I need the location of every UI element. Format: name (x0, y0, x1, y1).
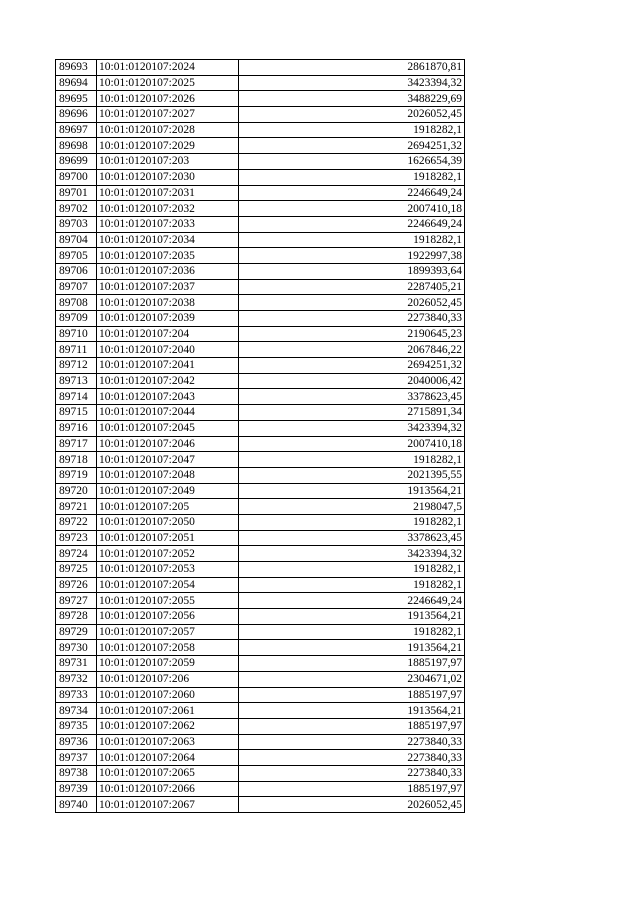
table-row (56, 389, 465, 405)
table-row (56, 169, 465, 185)
row-number-cell: 89700 (56, 169, 97, 185)
row-number-cell: 89740 (56, 797, 97, 813)
value-cell: 3423394,32 (239, 75, 465, 91)
row-number-cell: 89724 (56, 546, 97, 562)
table-row (56, 765, 465, 781)
table-row (56, 499, 465, 515)
table-row (56, 467, 465, 483)
table-row (56, 201, 465, 217)
table-row (56, 734, 465, 750)
table-row (56, 703, 465, 719)
value-cell: 2026052,45 (239, 107, 465, 123)
table-row (56, 60, 465, 76)
row-number-cell: 89705 (56, 248, 97, 264)
value-cell: 1918282,1 (239, 169, 465, 185)
row-number-cell: 89712 (56, 358, 97, 374)
cadastral-number-cell: 10:01:0120107:2061 (97, 703, 239, 719)
cadastral-number-cell: 10:01:0120107:206 (97, 671, 239, 687)
value-cell: 3488229,69 (239, 91, 465, 107)
value-cell: 2007410,18 (239, 201, 465, 217)
value-cell: 2198047,5 (239, 499, 465, 515)
row-number-cell: 89703 (56, 216, 97, 232)
cadastral-number-cell: 10:01:0120107:2045 (97, 420, 239, 436)
row-number-cell: 89716 (56, 420, 97, 436)
cadastral-number-cell: 10:01:0120107:2031 (97, 185, 239, 201)
row-number-cell: 89732 (56, 671, 97, 687)
table-row (56, 154, 465, 170)
row-number-cell: 89706 (56, 263, 97, 279)
value-cell: 1918282,1 (239, 562, 465, 578)
cadastral-number-cell: 10:01:0120107:2049 (97, 483, 239, 499)
table-row (56, 436, 465, 452)
value-cell: 1913564,21 (239, 483, 465, 499)
cadastral-number-cell: 10:01:0120107:2026 (97, 91, 239, 107)
value-cell: 1918282,1 (239, 452, 465, 468)
table-row (56, 107, 465, 123)
cadastral-number-cell: 10:01:0120107:2047 (97, 452, 239, 468)
table-body (56, 60, 465, 813)
cadastral-number-cell: 10:01:0120107:2066 (97, 781, 239, 797)
table-row (56, 562, 465, 578)
table-row (56, 326, 465, 342)
row-number-cell: 89696 (56, 107, 97, 123)
value-cell: 1918282,1 (239, 577, 465, 593)
value-cell: 2007410,18 (239, 436, 465, 452)
cadastral-number-cell: 10:01:0120107:2044 (97, 405, 239, 421)
value-cell: 3423394,32 (239, 420, 465, 436)
cadastral-number-cell: 10:01:0120107:204 (97, 326, 239, 342)
table-row (56, 358, 465, 374)
value-cell: 1885197,97 (239, 687, 465, 703)
value-cell: 3423394,32 (239, 546, 465, 562)
table-row (56, 797, 465, 813)
table-row (56, 530, 465, 546)
table-row (56, 75, 465, 91)
table-row (56, 656, 465, 672)
cadastral-number-cell: 10:01:0120107:205 (97, 499, 239, 515)
value-cell: 2246649,24 (239, 185, 465, 201)
row-number-cell: 89718 (56, 452, 97, 468)
table-row (56, 138, 465, 154)
table-row (56, 718, 465, 734)
table-row (56, 640, 465, 656)
value-cell: 1899393,64 (239, 263, 465, 279)
row-number-cell: 89701 (56, 185, 97, 201)
table-row (56, 452, 465, 468)
cadastral-number-cell: 10:01:0120107:2046 (97, 436, 239, 452)
value-cell: 1913564,21 (239, 703, 465, 719)
table-row (56, 216, 465, 232)
value-cell: 1918282,1 (239, 122, 465, 138)
cadastral-number-cell: 10:01:0120107:2032 (97, 201, 239, 217)
row-number-cell: 89702 (56, 201, 97, 217)
value-cell: 2715891,34 (239, 405, 465, 421)
table-row (56, 232, 465, 248)
cadastral-number-cell: 10:01:0120107:2057 (97, 624, 239, 640)
row-number-cell: 89723 (56, 530, 97, 546)
cadastral-number-cell: 10:01:0120107:2065 (97, 765, 239, 781)
row-number-cell: 89729 (56, 624, 97, 640)
value-cell: 1626654,39 (239, 154, 465, 170)
value-cell: 2861870,81 (239, 60, 465, 76)
table-row (56, 295, 465, 311)
row-number-cell: 89704 (56, 232, 97, 248)
row-number-cell: 89711 (56, 342, 97, 358)
value-cell: 2026052,45 (239, 797, 465, 813)
row-number-cell: 89737 (56, 750, 97, 766)
table-row (56, 687, 465, 703)
table-row (56, 593, 465, 609)
value-cell: 1885197,97 (239, 656, 465, 672)
value-cell: 2026052,45 (239, 295, 465, 311)
cadastral-number-cell: 10:01:0120107:2036 (97, 263, 239, 279)
row-number-cell: 89725 (56, 562, 97, 578)
cadastral-number-cell: 10:01:0120107:2063 (97, 734, 239, 750)
row-number-cell: 89735 (56, 718, 97, 734)
row-number-cell: 89731 (56, 656, 97, 672)
cadastral-number-cell: 10:01:0120107:2039 (97, 311, 239, 327)
value-cell: 1918282,1 (239, 624, 465, 640)
value-cell: 2246649,24 (239, 593, 465, 609)
row-number-cell: 89699 (56, 154, 97, 170)
row-number-cell: 89736 (56, 734, 97, 750)
cadastral-number-cell: 10:01:0120107:2043 (97, 389, 239, 405)
table-row (56, 311, 465, 327)
cadastral-number-cell: 10:01:0120107:2055 (97, 593, 239, 609)
table-row (56, 185, 465, 201)
cadastral-number-cell: 10:01:0120107:2051 (97, 530, 239, 546)
value-cell: 1913564,21 (239, 640, 465, 656)
table-row (56, 750, 465, 766)
row-number-cell: 89719 (56, 467, 97, 483)
row-number-cell: 89698 (56, 138, 97, 154)
table-row (56, 483, 465, 499)
value-cell: 2287405,21 (239, 279, 465, 295)
row-number-cell: 89728 (56, 609, 97, 625)
value-cell: 1922997,38 (239, 248, 465, 264)
cadastral-number-cell: 10:01:0120107:203 (97, 154, 239, 170)
cadastral-number-cell: 10:01:0120107:2027 (97, 107, 239, 123)
row-number-cell: 89722 (56, 514, 97, 530)
cadastral-number-cell: 10:01:0120107:2029 (97, 138, 239, 154)
table-row (56, 624, 465, 640)
table-row (56, 514, 465, 530)
value-cell: 2021395,55 (239, 467, 465, 483)
row-number-cell: 89715 (56, 405, 97, 421)
cadastral-number-cell: 10:01:0120107:2052 (97, 546, 239, 562)
value-cell: 1918282,1 (239, 514, 465, 530)
cadastral-number-cell: 10:01:0120107:2058 (97, 640, 239, 656)
cadastral-number-cell: 10:01:0120107:2034 (97, 232, 239, 248)
cadastral-number-cell: 10:01:0120107:2062 (97, 718, 239, 734)
table-row (56, 373, 465, 389)
row-number-cell: 89733 (56, 687, 97, 703)
cadastral-number-cell: 10:01:0120107:2060 (97, 687, 239, 703)
data-table (55, 59, 465, 813)
cadastral-number-cell: 10:01:0120107:2035 (97, 248, 239, 264)
table-row (56, 781, 465, 797)
value-cell: 2694251,32 (239, 138, 465, 154)
row-number-cell: 89734 (56, 703, 97, 719)
cadastral-number-cell: 10:01:0120107:2048 (97, 467, 239, 483)
table-row (56, 405, 465, 421)
cadastral-number-cell: 10:01:0120107:2037 (97, 279, 239, 295)
row-number-cell: 89721 (56, 499, 97, 515)
cadastral-number-cell: 10:01:0120107:2053 (97, 562, 239, 578)
table-row (56, 577, 465, 593)
row-number-cell: 89727 (56, 593, 97, 609)
row-number-cell: 89693 (56, 60, 97, 76)
value-cell: 2304671,02 (239, 671, 465, 687)
table-row (56, 342, 465, 358)
cadastral-number-cell: 10:01:0120107:2067 (97, 797, 239, 813)
row-number-cell: 89694 (56, 75, 97, 91)
cadastral-number-cell: 10:01:0120107:2042 (97, 373, 239, 389)
value-cell: 2694251,32 (239, 358, 465, 374)
value-cell: 2273840,33 (239, 765, 465, 781)
row-number-cell: 89714 (56, 389, 97, 405)
row-number-cell: 89717 (56, 436, 97, 452)
cadastral-number-cell: 10:01:0120107:2059 (97, 656, 239, 672)
value-cell: 2246649,24 (239, 216, 465, 232)
row-number-cell: 89697 (56, 122, 97, 138)
row-number-cell: 89726 (56, 577, 97, 593)
table-row (56, 279, 465, 295)
table-row (56, 546, 465, 562)
value-cell: 2190645,23 (239, 326, 465, 342)
cadastral-number-cell: 10:01:0120107:2050 (97, 514, 239, 530)
row-number-cell: 89720 (56, 483, 97, 499)
row-number-cell: 89730 (56, 640, 97, 656)
table-row (56, 609, 465, 625)
row-number-cell: 89695 (56, 91, 97, 107)
table-row (56, 91, 465, 107)
cadastral-number-cell: 10:01:0120107:2054 (97, 577, 239, 593)
table-row (56, 263, 465, 279)
table-row (56, 248, 465, 264)
table-row (56, 122, 465, 138)
table-row (56, 420, 465, 436)
cadastral-number-cell: 10:01:0120107:2030 (97, 169, 239, 185)
cadastral-number-cell: 10:01:0120107:2024 (97, 60, 239, 76)
cadastral-number-cell: 10:01:0120107:2040 (97, 342, 239, 358)
row-number-cell: 89713 (56, 373, 97, 389)
cadastral-number-cell: 10:01:0120107:2064 (97, 750, 239, 766)
value-cell: 2273840,33 (239, 750, 465, 766)
value-cell: 1918282,1 (239, 232, 465, 248)
row-number-cell: 89708 (56, 295, 97, 311)
table-row (56, 671, 465, 687)
value-cell: 3378623,45 (239, 530, 465, 546)
row-number-cell: 89707 (56, 279, 97, 295)
cadastral-number-cell: 10:01:0120107:2041 (97, 358, 239, 374)
value-cell: 2040006,42 (239, 373, 465, 389)
row-number-cell: 89710 (56, 326, 97, 342)
cadastral-number-cell: 10:01:0120107:2028 (97, 122, 239, 138)
row-number-cell: 89739 (56, 781, 97, 797)
row-number-cell: 89738 (56, 765, 97, 781)
cadastral-number-cell: 10:01:0120107:2025 (97, 75, 239, 91)
value-cell: 1885197,97 (239, 718, 465, 734)
value-cell: 1885197,97 (239, 781, 465, 797)
row-number-cell: 89709 (56, 311, 97, 327)
value-cell: 3378623,45 (239, 389, 465, 405)
value-cell: 2273840,33 (239, 734, 465, 750)
value-cell: 1913564,21 (239, 609, 465, 625)
value-cell: 2273840,33 (239, 311, 465, 327)
cadastral-number-cell: 10:01:0120107:2033 (97, 216, 239, 232)
cadastral-number-cell: 10:01:0120107:2038 (97, 295, 239, 311)
cadastral-number-cell: 10:01:0120107:2056 (97, 609, 239, 625)
value-cell: 2067846,22 (239, 342, 465, 358)
